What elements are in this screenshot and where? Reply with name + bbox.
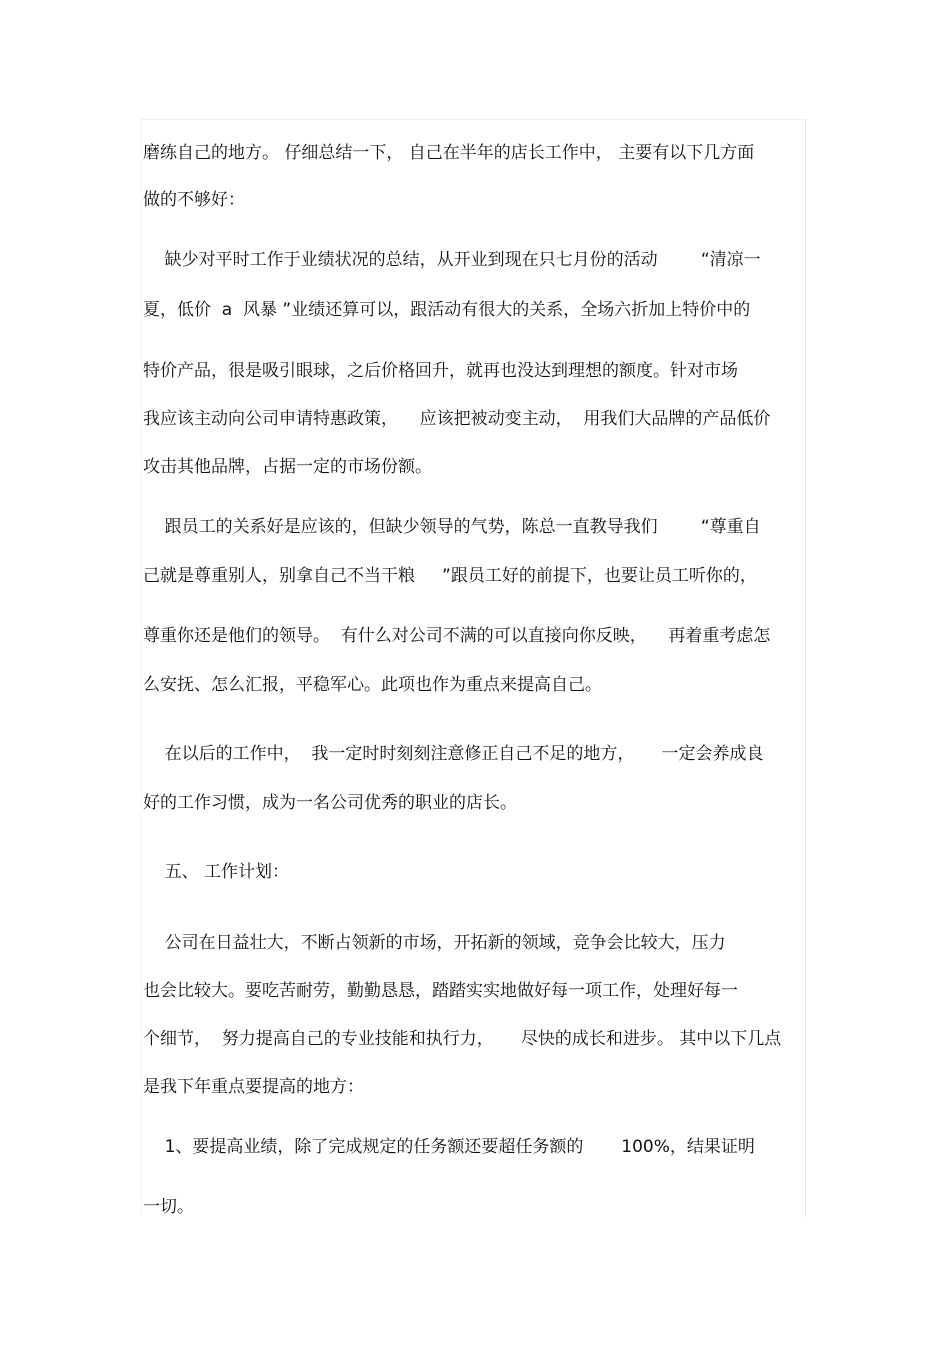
text-line: 尊重你还是他们的领导。 有什么对公司不满的可以直接向你反映， 再着重考虑怎: [143, 626, 771, 646]
text-line: 公司在日益壮大，不断占领新的市场，开拓新的领域，竞争会比较大，压力: [143, 933, 726, 953]
text-line: 是我下年重点要提高的地方：: [143, 1077, 364, 1097]
text-line: 好的工作习惯，成为一名公司优秀的职业的店长。: [143, 793, 517, 813]
text-line: 一切。: [143, 1197, 194, 1217]
text-line: 做的不够好：: [143, 190, 245, 210]
text-line: 攻击其他品牌，占据一定的市场份额。: [143, 457, 432, 477]
text-line: 缺少对平时工作于业绩状况的总结，从开业到现在只七月份的活动 “清凉一: [143, 250, 761, 270]
section-heading: 五、 工作计划：: [143, 862, 290, 882]
text-line: 磨练自己的地方。 仔细总结一下， 自己在半年的店长工作中， 主要有以下几方面: [143, 143, 755, 163]
text-line: 也会比较大。要吃苦耐劳，勤勤恳恳，踏踏实实地做好每一项工作，处理好每一: [143, 981, 738, 1001]
text-line: 我应该主动向公司申请特惠政策， 应该把被动变主动， 用我们大品牌的产品低价: [143, 409, 771, 429]
text-line: 1、要提高业绩，除了完成规定的任务额还要超任务额的 100%，结果证明: [143, 1137, 755, 1157]
text-line: 跟员工的关系好是应该的，但缺少领导的气势，陈总一直教导我们 “尊重自: [143, 517, 761, 537]
text-line: 在以后的工作中， 我一定时时刻刻注意修正自己不足的地方， 一定会养成良: [143, 744, 764, 764]
text-line: 特价产品，很是吸引眼球，之后价格回升，就再也没达到理想的额度。针对市场: [143, 361, 738, 381]
content-frame: [141, 119, 806, 1217]
text-line: 己就是尊重别人，别拿自己不当干粮 ”跟员工好的前提下，也要让员工听你的，: [143, 566, 757, 586]
text-line: 么安抚、怎么汇报，平稳军心。此项也作为重点来提高自己。: [143, 675, 602, 695]
text-line: 个细节， 努力提高自己的专业技能和执行力， 尽快的成长和进步。 其中以下几点: [143, 1029, 782, 1049]
text-line: 夏，低价 a 风暴 ”业绩还算可以，跟活动有很大的关系，全场六折加上特价中的: [143, 300, 751, 320]
